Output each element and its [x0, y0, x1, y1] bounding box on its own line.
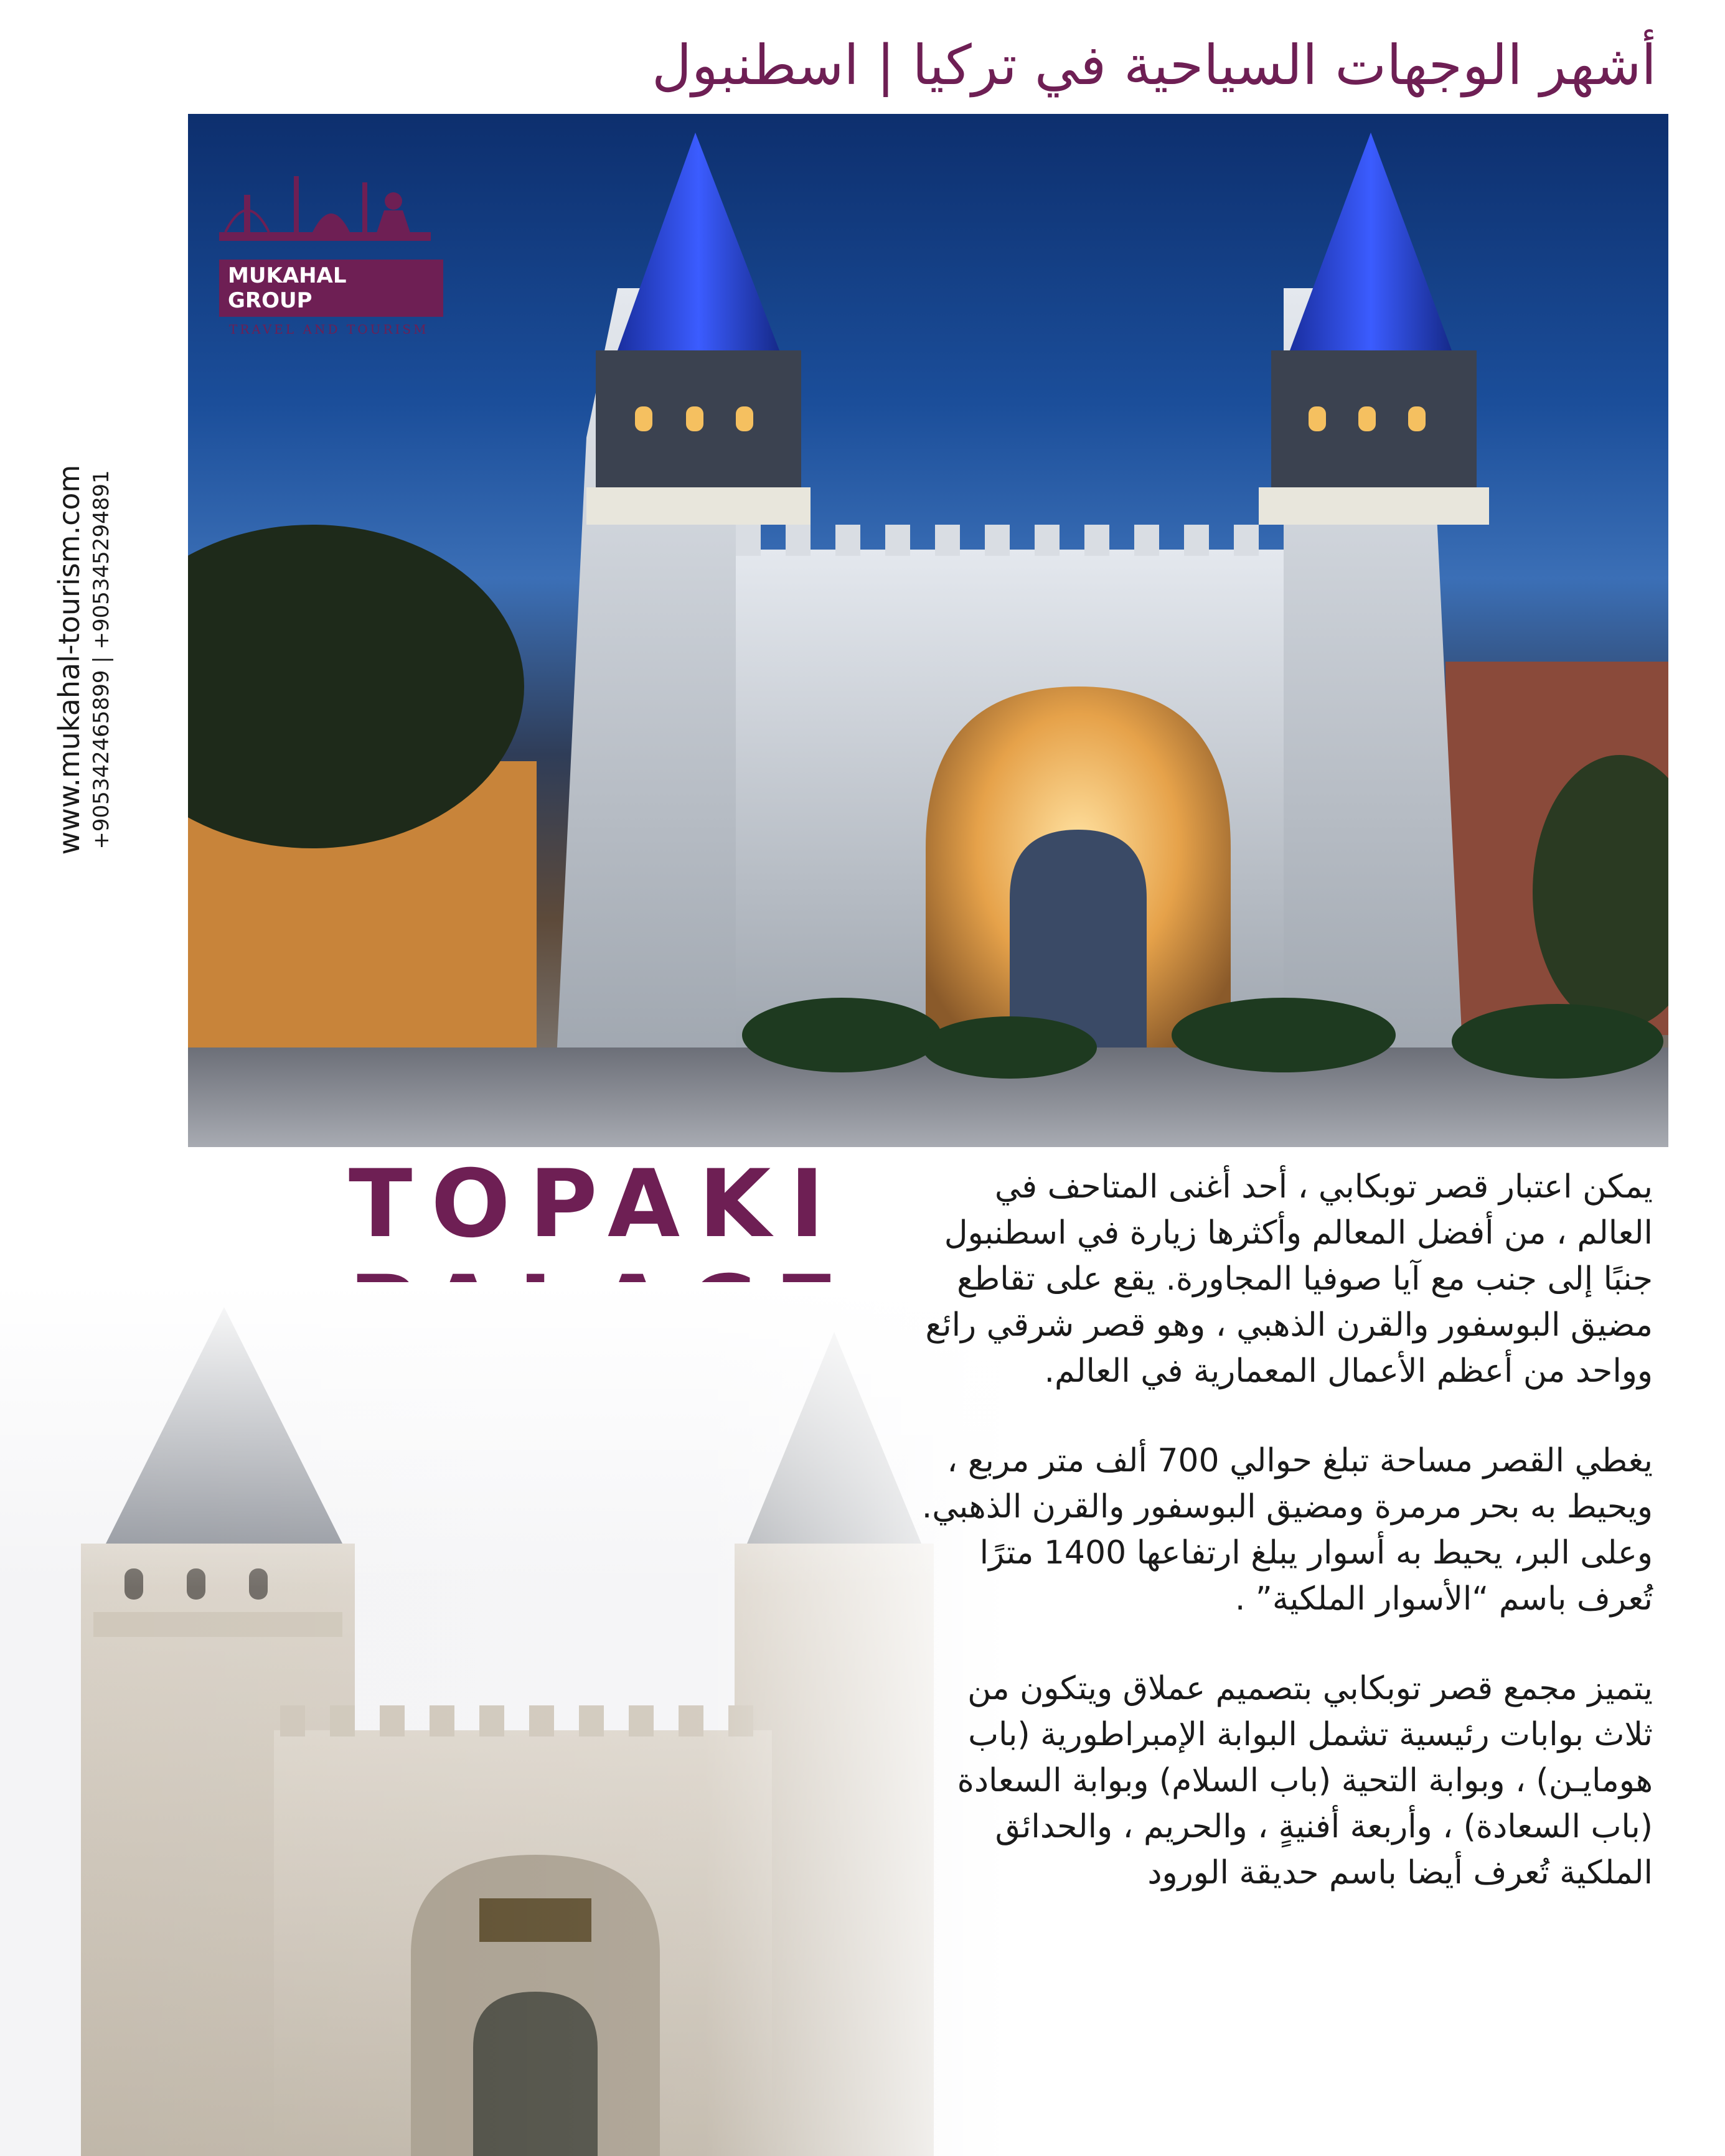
- skyline-logo-icon: [207, 164, 443, 257]
- article-paragraph-1: يمكن اعتبار قصر توبكابي ، أحد أغنى المتاحف في العالم ، من أفضل المعالم وأكثرها زيارة في اسطنبول جنبًا إلى جنب مع آيا صوفيا المجاورة. يقع على تقاطع مضيق البوسفور والقرن الذهبي ، وهو قصر شرقي رائع وواحد من أعظم الأعمال المعمارية في العالم.: [925, 1168, 1653, 1390]
- header-title: أشهر الوجهات السياحية في تركيا | اسطنبول: [652, 33, 1657, 97]
- gate-day-illustration: [0, 1282, 1008, 2156]
- brand-logo: [207, 164, 443, 337]
- hero-photo: [188, 114, 1668, 1147]
- palace-title-line1: TOPAKI: [349, 1150, 844, 1258]
- contact-strip: [51, 411, 120, 909]
- article-paragraph-3: يتميز مجمع قصر توبكابي بتصميم عملاق ويتكون من ثلاث بوابات رئيسية تشمل البوابة الإمبراطورية (باب هومايـن) ، وبوابة التحية (باب السلام) وبوابة السعادة (باب السعادة) ، وأربعة أفنيةٍ ، والحريم ، والحدائق الملكية تُعرف أيضا باسم حديقة الورود: [957, 1670, 1653, 1891]
- website-link[interactable]: www.mukahal-tourism.com: [52, 464, 86, 855]
- faded-gate-photo: [0, 1282, 1008, 2156]
- article-body: [921, 1164, 1653, 1939]
- phone-numbers: +905342465899 | +905345294891: [89, 470, 114, 850]
- brand-tagline: TRAVEL AND TOURISM: [229, 322, 429, 337]
- article-paragraph-2: يغطي القصر مساحة تبلغ حوالي 700 ألف متر مربع ، ويحيط به بحر مرمرة ومضيق البوسفور والقرن الذهبي. وعلى البر، يحيط به أسوار يبلغ ارتفاعها 1400 مترًا تُعرف باسم “الأسوار الملكية” .: [921, 1442, 1653, 1618]
- brand-name: MUKAHAL GROUP: [219, 260, 443, 317]
